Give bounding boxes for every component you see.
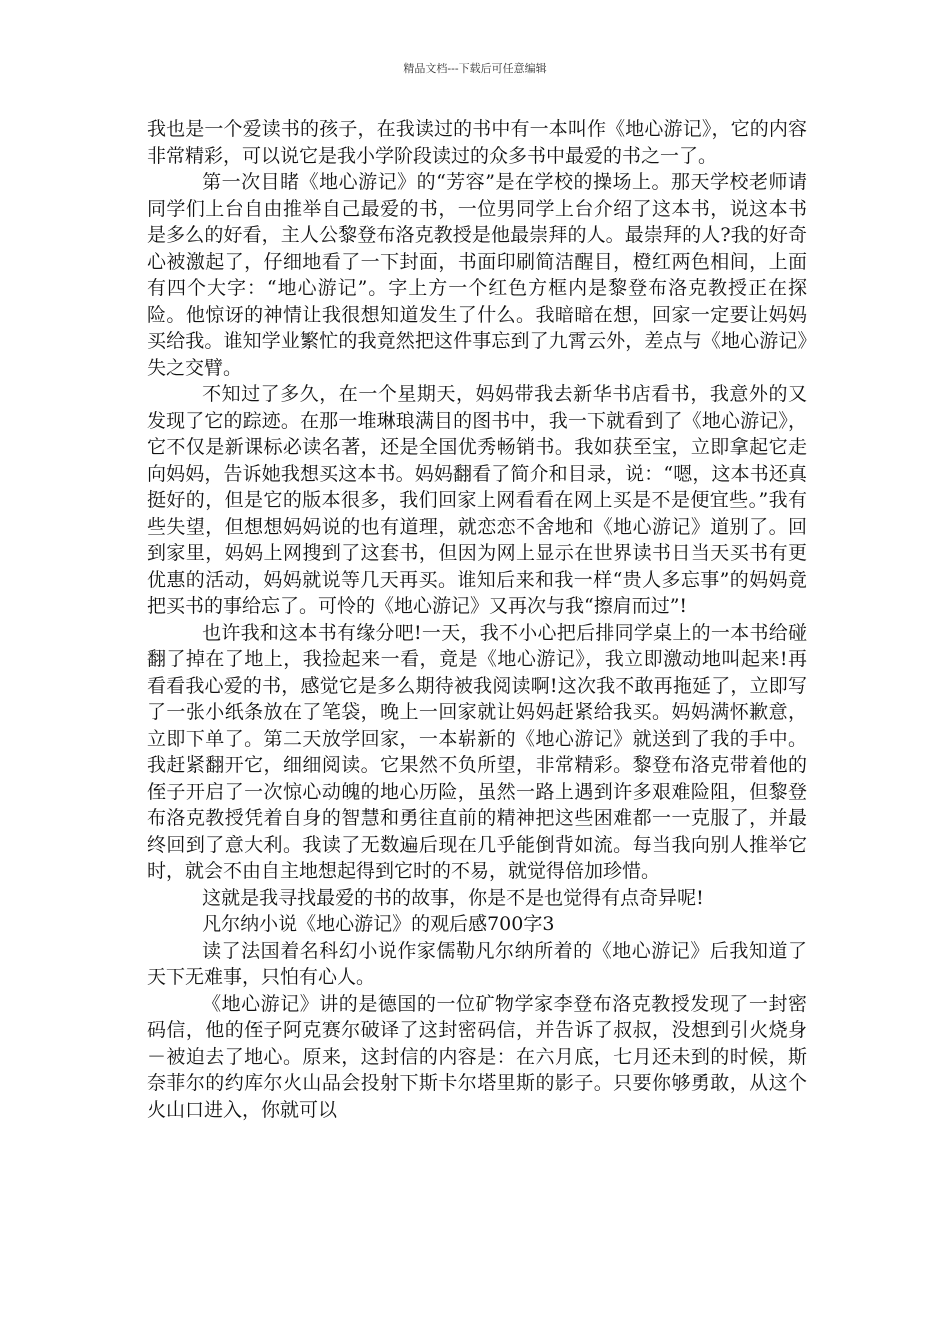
paragraph-4: 也许我和这本书有缘分吧!一天，我不小心把后排同学桌上的一本书给碰翻了掉在了地上，我捡起来一看，竟是《地心游记》，我立即激动地叫起来!再看看我心爱的书，感觉它是多么期待被我阅读啊!这次我不敢再拖延了，立即写了一张小纸条放在了笔袋，晚上一回家就让妈妈赶紧给我买。妈妈满怀歉意，立即下单了。第二天放学回家，一本崭新的《地心游记》就送到了我的手中。我赶紧翻开它，细细阅读。它果然不负所望，非常精彩。黎登布洛克带着他的侄子开启了一次惊心动魄的地心历险，虽然一路上遇到许多艰难险阻，但黎登布洛克教授凭着自身的智慧和勇往直前的精神把这些困难都一一克服了，并最终回到了意大利。我读了无数遍后现在几乎能倒背如流。每当我向别人推举它时，就会不由自主地想起得到它时的不易，就觉得倍加珍惜。 xyxy=(147,621,807,882)
page-header: 精品文档---下载后可任意编辑 xyxy=(403,62,547,75)
paragraph-6: 读了法国着名科幻小说作家儒勒凡尔纳所着的《地心游记》后我知道了天下无难事，只怕有心人。 xyxy=(147,939,807,988)
paragraph-7: 《地心游记》讲的是德国的一位矿物学家李登布洛克教授发现了一封密码信，他的侄子阿克赛尔破译了这封密码信，并告诉了叔叔，没想到引火烧身－被迫去了地心。原来，这封信的内容是：在六月底，七月还未到的时候，斯奈菲尔的约库尔火山品会投射下斯卡尔塔里斯的影子。只要你够勇敢，从这个火山口进入，你就可以 xyxy=(147,992,807,1121)
paragraph-1: 我也是一个爱读书的孩子，在我读过的书中有一本叫作《地心游记》，它的内容非常精彩，可以说它是我小学阶段读过的众多书中最爱的书之一了。 xyxy=(147,118,807,167)
paragraph-5: 这就是我寻找最爱的书的故事，你是不是也觉得有点奇异呢! xyxy=(202,886,704,909)
document-body xyxy=(147,116,807,1123)
paragraph-2: 第一次目睹《地心游记》的“芳容”是在学校的操场上。那天学校老师请同学们上台自由推举自己最爱的书，一位男同学上台介绍了这本书，说这本书是多么的好看，主人公黎登布洛克教授是他最崇拜的人。最崇拜的人?我的好奇心被激起了，仔细地看了一下封面，书面印刷简洁醒目，橙红两色相间，上面有四个大字：“地心游记”。字上方一个红色方框内是黎登布洛克教授正在探险。他惊讶的神情让我很想知道发生了什么。我暗暗在想，回家一定要让妈妈买给我。谁知学业繁忙的我竟然把这件事忘到了九霄云外，差点与《地心游记》失之交臂。 xyxy=(147,171,807,379)
section-heading: 凡尔纳小说《地心游记》的观后感700字3 xyxy=(202,913,555,935)
paragraph-3: 不知过了多久，在一个星期天，妈妈带我去新华书店看书，我意外的又发现了它的踪迹。在那一堆琳琅满目的图书中，我一下就看到了《地心游记》，它不仅是新课标必读名著，还是全国优秀畅销书。我如获至宝，立即拿起它走向妈妈，告诉她我想买这本书。妈妈翻看了简介和目录，说：“嗯，这本书还真挺好的，但是它的版本很多，我们回家上网看看在网上买是不是便宜些。”我有些失望，但想想妈妈说的也有道理，就恋恋不舍地和《地心游记》道别了。回到家里，妈妈上网搜到了这套书，但因为网上显示在世界读书日当天买书有更优惠的活动，妈妈就说等几天再买。谁知后来和我一样“贵人多忘事”的妈妈竟把买书的事给忘了。可怜的《地心游记》又再次与我“擦肩而过”! xyxy=(147,383,807,617)
